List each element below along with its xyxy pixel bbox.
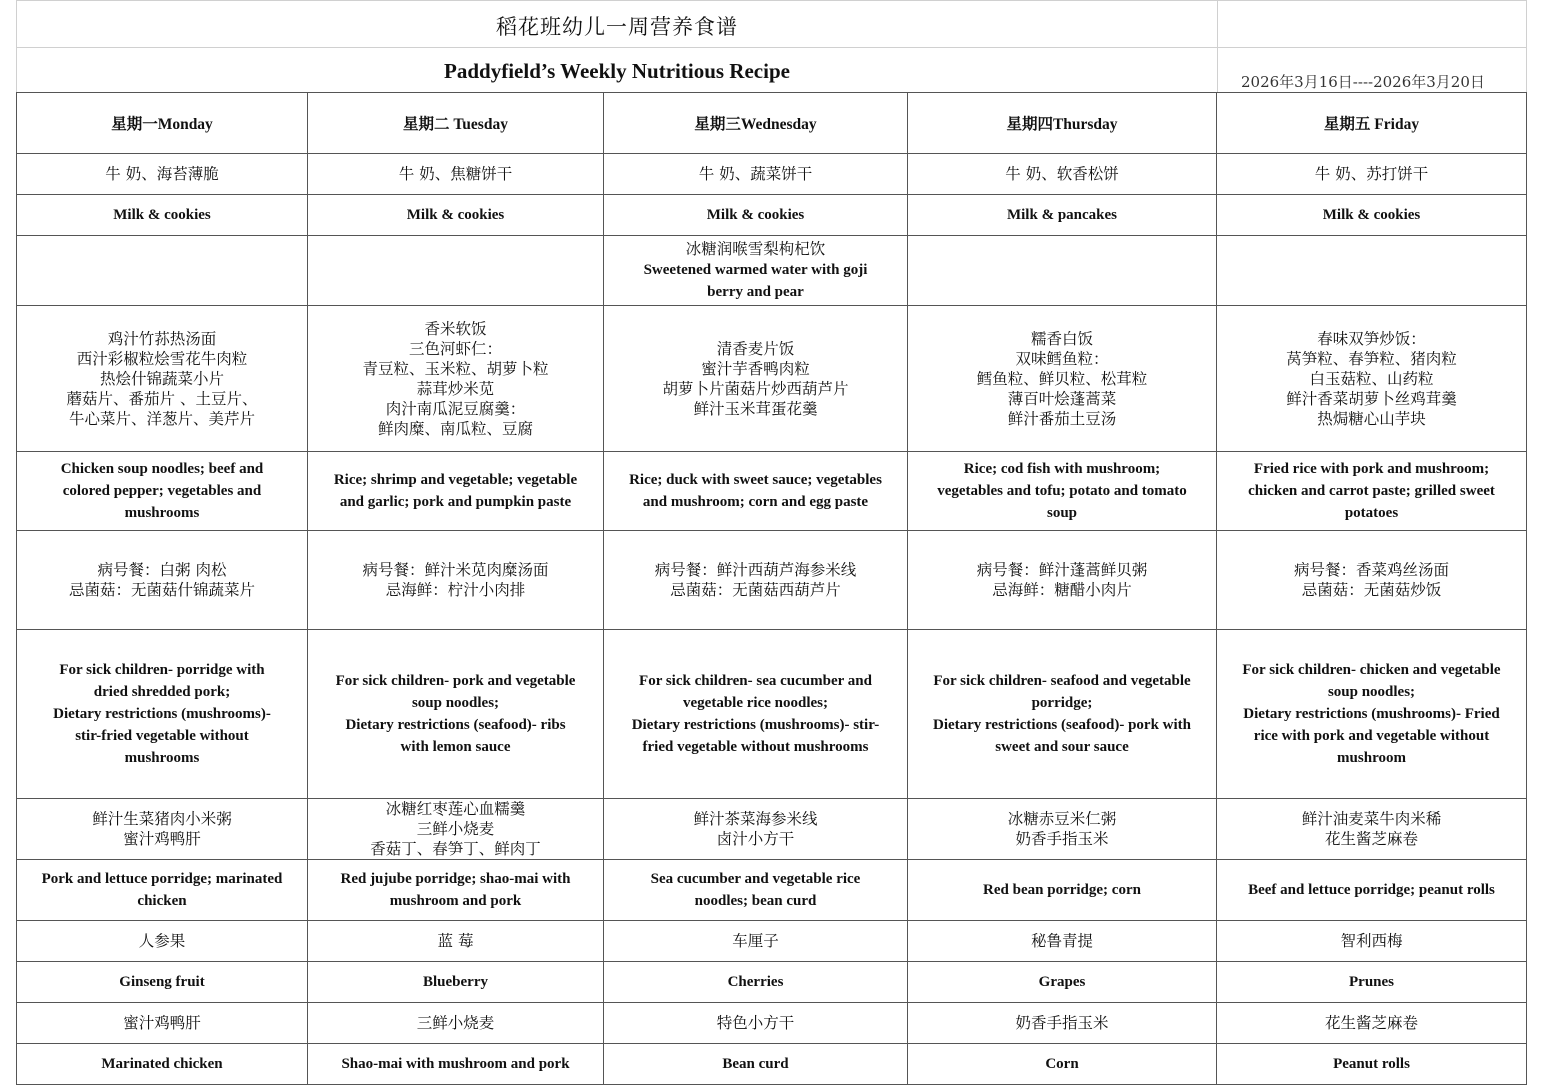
- lunch-cn-row: [17, 306, 1527, 452]
- takeaway-en-cell: Peanut rolls: [1217, 1044, 1527, 1085]
- menu-line: mushroom: [1337, 750, 1406, 766]
- menu-line: vegetables and tofu; potato and tomato: [937, 483, 1187, 499]
- menu-line: 牛心菜片、洋葱片、美芹片: [68, 409, 255, 428]
- menu-line: 忌菌菇：无菌菇炒饭: [1301, 581, 1442, 599]
- fruit-cn-cell: 蓝 莓: [308, 921, 604, 962]
- menu-line: 三鲜小烧麦: [416, 820, 495, 838]
- lunch-cn-cell: [1217, 306, 1527, 452]
- dinner-en-cell: [604, 860, 908, 921]
- dinner-cn-cell: [1217, 799, 1527, 860]
- dinner-cn-cell: [17, 799, 308, 860]
- menu-line: sweet and sour sauce: [995, 739, 1129, 755]
- menu-line: For sick children- sea cucumber and: [639, 673, 872, 689]
- menu-line: 蒜茸炒米苋: [416, 379, 495, 398]
- day-header: 星期四Thursday: [908, 93, 1217, 154]
- menu-line: Fried rice with pork and mushroom;: [1253, 461, 1490, 477]
- fruit-cn-cell: 人参果: [17, 921, 308, 962]
- header-row: [17, 93, 1527, 154]
- takeaway-cn-cell: 奶香手指玉米: [908, 1003, 1217, 1044]
- menu-line: mushrooms: [124, 750, 200, 766]
- fruit-en-cell: Prunes: [1217, 962, 1527, 1003]
- menu-line: 蜜汁鸡鸭肝: [123, 830, 201, 848]
- day-header: 星期二 Tuesday: [308, 93, 604, 154]
- menu-line: 白玉菇粒、山药粒: [1309, 369, 1434, 388]
- lunch-cn-cell: [308, 306, 604, 452]
- drink-row: [17, 236, 1527, 306]
- menu-line: Dietary restrictions (mushrooms)- stir-: [631, 717, 880, 733]
- menu-line: Red jujube porridge; shao-mai with: [340, 871, 571, 887]
- lunch-en-cell: [604, 452, 908, 531]
- menu-line: and garlic; pork and pumpkin paste: [339, 494, 572, 510]
- take-en-row: [17, 1044, 1527, 1085]
- snack-en-cell: Milk & cookies: [308, 195, 604, 236]
- menu-line: Dietary restrictions (mushrooms)-: [53, 706, 271, 722]
- menu-line: 鲜汁生菜猪肉小米粥: [92, 810, 232, 828]
- menu-line: 鲜肉糜、南瓜粒、豆腐: [377, 419, 533, 438]
- menu-line: 双味鳕鱼粒：: [1015, 349, 1109, 368]
- takeaway-en-cell: Shao-mai with mushroom and pork: [308, 1044, 604, 1085]
- menu-line: Beef and lettuce porridge; peanut rolls: [1248, 882, 1495, 898]
- takeaway-cn-cell: 三鲜小烧麦: [308, 1003, 604, 1044]
- menu-line: soup noodles;: [411, 695, 500, 711]
- menu-line: 忌菌菇：无菌菇什锦蔬菜片: [68, 581, 255, 599]
- menu-line: 病号餐：白粥 肉松: [97, 561, 227, 579]
- lunch-en-cell: [17, 452, 308, 531]
- fruit-cn-row: [17, 921, 1527, 962]
- fruit-cn-cell: 智利西梅: [1217, 921, 1527, 962]
- menu-line: Sea cucumber and vegetable rice: [650, 871, 861, 887]
- menu-line: Dietary restrictions (mushrooms)- Fried: [1243, 706, 1500, 722]
- menu-line: Dietary restrictions (seafood)- ribs: [345, 717, 566, 733]
- day-header: 星期一Monday: [17, 93, 308, 154]
- menu-line: colored pepper; vegetables and: [62, 483, 262, 499]
- sick-cn-row: [17, 531, 1527, 630]
- snack-cn-cell: 牛 奶、苏打饼干: [1217, 154, 1527, 195]
- sick-meal-en-cell: [1217, 630, 1527, 799]
- dinner-en-cell: [908, 860, 1217, 921]
- takeaway-en-cell: Corn: [908, 1044, 1217, 1085]
- menu-line: stir-fried vegetable without: [75, 728, 249, 744]
- menu-line: vegetable rice noodles;: [683, 695, 828, 711]
- menu-line: For sick children- chicken and vegetable: [1242, 662, 1501, 678]
- menu-line: 热焗糖心山芋块: [1317, 409, 1426, 428]
- menu-line: 冰糖赤豆米仁粥: [1007, 810, 1117, 828]
- menu-line: 病号餐：鲜汁西葫芦海参米线: [654, 561, 857, 579]
- menu-line: 鳕鱼粒、鲜贝粒、松茸粒: [976, 369, 1148, 388]
- menu-line: 病号餐：鲜汁蓬蒿鲜贝粥: [976, 561, 1148, 579]
- sick-en-row: [17, 630, 1527, 799]
- menu-line: 蜜汁芋香鸭肉粒: [701, 359, 810, 378]
- sick-meal-cn-cell: [908, 531, 1217, 630]
- sick-meal-cn-cell: [17, 531, 308, 630]
- fruit-en-cell: Grapes: [908, 962, 1217, 1003]
- menu-line: Rice; cod fish with mushroom;: [963, 461, 1161, 477]
- drink-cell: [908, 236, 1217, 306]
- sick-meal-cn-cell: [604, 531, 908, 630]
- fruit-en-cell: Cherries: [604, 962, 908, 1003]
- menu-line: Sweetened warmed water with goji: [643, 261, 868, 278]
- menu-line: 卤汁小方干: [716, 830, 795, 848]
- menu-line: 春味双笋炒饭：: [1317, 329, 1426, 348]
- snack-cn-cell: 牛 奶、焦糖饼干: [308, 154, 604, 195]
- sick-meal-cn-cell: [308, 531, 604, 630]
- fruit-en-cell: Blueberry: [308, 962, 604, 1003]
- menu-line: 鲜汁茶菜海参米线: [693, 810, 818, 828]
- menu-line: 香米软饭: [424, 319, 487, 338]
- menu-line: 忌海鲜：糖醋小肉片: [992, 581, 1132, 599]
- snack-cn-cell: 牛 奶、软香松饼: [908, 154, 1217, 195]
- sick-meal-en-cell: [908, 630, 1217, 799]
- menu-line: For sick children- seafood and vegetable: [933, 673, 1191, 689]
- menu-line: with lemon sauce: [400, 739, 511, 755]
- drink-cell: [308, 236, 604, 306]
- menu-line: Rice; shrimp and vegetable; vegetable: [333, 472, 578, 488]
- menu-line: chicken and carrot paste; grilled sweet: [1248, 483, 1495, 499]
- lunch-cn-cell: [17, 306, 308, 452]
- dinner-en-cell: [308, 860, 604, 921]
- lunch-cn-cell: [604, 306, 908, 452]
- drink-cell: [604, 236, 908, 306]
- snack-cn-cell: 牛 奶、蔬菜饼干: [604, 154, 908, 195]
- menu-line: noodles; bean curd: [694, 893, 817, 909]
- takeaway-en-cell: Bean curd: [604, 1044, 908, 1085]
- menu-line: 鲜汁番茄土豆汤: [1007, 409, 1117, 428]
- menu-line: For sick children- pork and vegetable: [335, 673, 576, 689]
- takeaway-cn-cell: 蜜汁鸡鸭肝: [17, 1003, 308, 1044]
- menu-line: dried shredded pork;: [93, 684, 231, 700]
- title-row: [16, 0, 1527, 48]
- menu-line: Red bean porridge; corn: [983, 882, 1141, 898]
- menu-line: and mushroom; corn and egg paste: [642, 494, 869, 510]
- menu-line: 冰糖润喉雪梨枸杞饮: [685, 239, 826, 258]
- sick-meal-en-cell: [308, 630, 604, 799]
- menu-line: 清香麦片饭: [716, 339, 795, 358]
- lunch-en-cell: [908, 452, 1217, 531]
- lunch-cn-cell: [908, 306, 1217, 452]
- lunch-en-cell: [1217, 452, 1527, 531]
- takeaway-en-cell: Marinated chicken: [17, 1044, 308, 1085]
- menu-line: mushroom and pork: [389, 893, 522, 909]
- menu-line: 西汁彩椒粒烩雪花牛肉粒: [76, 349, 248, 368]
- dinner-cn-cell: [604, 799, 908, 860]
- lunch-en-row: [17, 452, 1527, 531]
- sick-meal-cn-cell: [1217, 531, 1527, 630]
- menu-line: Pork and lettuce porridge; marinated: [41, 871, 283, 887]
- menu-line: 三色河虾仁：: [408, 339, 502, 358]
- day-header: 星期三Wednesday: [604, 93, 908, 154]
- fruit-en-row: [17, 962, 1527, 1003]
- drink-cell: [17, 236, 308, 306]
- menu-line: For sick children- porridge with: [59, 662, 265, 678]
- menu-line: soup: [1046, 505, 1078, 521]
- menu-line: chicken: [137, 893, 187, 909]
- menu-line: Chicken soup noodles; beef and: [60, 461, 264, 477]
- menu-line: Dietary restrictions (seafood)- pork with: [932, 717, 1191, 733]
- drink-cell: [1217, 236, 1527, 306]
- menu-line: 薄百叶烩蓬蒿菜: [1007, 389, 1117, 408]
- dinner-en-row: [17, 860, 1527, 921]
- fruit-cn-cell: 秘鲁青提: [908, 921, 1217, 962]
- menu-line: 糯香白饭: [1030, 329, 1093, 348]
- menu-line: 肉汁南瓜泥豆腐羹：: [385, 399, 526, 418]
- menu-line: 病号餐：鲜汁米苋肉糜汤面: [362, 561, 549, 579]
- menu-line: rice with pork and vegetable without: [1253, 728, 1490, 744]
- page-title: 稻花班幼儿一周营养食谱: [496, 15, 738, 39]
- fruit-en-cell: Ginseng fruit: [17, 962, 308, 1003]
- menu-line: 蘑菇片、番茄片 、土豆片、: [66, 389, 258, 408]
- subtitle-row: [16, 47, 1527, 92]
- menu-line: 热烩什锦蔬菜小片: [99, 369, 224, 388]
- menu-line: 莴笋粒、春笋粒、猪肉粒: [1286, 349, 1457, 368]
- menu-line: potatoes: [1344, 505, 1399, 521]
- menu-line: 鲜汁油麦菜牛肉米稀: [1301, 810, 1442, 828]
- menu-line: 香菇丁、春笋丁、鲜肉丁: [370, 840, 541, 858]
- menu-line: 冰糖红枣莲心血糯羹: [385, 800, 526, 818]
- menu-line: fried vegetable without mushrooms: [642, 739, 869, 755]
- sick-meal-en-cell: [17, 630, 308, 799]
- menu-line: 胡萝卜片菌菇片炒西葫芦片: [662, 379, 849, 398]
- sick-meal-en-cell: [604, 630, 908, 799]
- snack-cn-cell: 牛 奶、海苔薄脆: [17, 154, 308, 195]
- menu-line: 忌海鲜：柠汁小肉排: [385, 581, 526, 599]
- menu-line: 鲜汁玉米茸蛋花羹: [693, 399, 818, 418]
- snack-en-cell: Milk & pancakes: [908, 195, 1217, 236]
- menu-line: 鸡汁竹荪热汤面: [107, 329, 217, 348]
- weekly-menu-table: [16, 92, 1527, 1085]
- lunch-en-cell: [308, 452, 604, 531]
- menu-line: 奶香手指玉米: [1015, 830, 1109, 848]
- dinner-cn-cell: [308, 799, 604, 860]
- fruit-cn-cell: 车厘子: [604, 921, 908, 962]
- day-header: 星期五 Friday: [1217, 93, 1527, 154]
- menu-line: mushrooms: [124, 505, 200, 521]
- menu-line: 忌菌菇：无菌菇西葫芦片: [670, 581, 841, 599]
- dinner-cn-row: [17, 799, 1527, 860]
- snack-en-cell: Milk & cookies: [604, 195, 908, 236]
- menu-line: 鲜汁香菜胡萝卜丝鸡茸羹: [1286, 389, 1457, 408]
- takeaway-cn-cell: 特色小方干: [604, 1003, 908, 1044]
- snack-en-row: [17, 195, 1527, 236]
- snack-cn-row: [17, 154, 1527, 195]
- takeaway-cn-cell: 花生酱芝麻卷: [1217, 1003, 1527, 1044]
- page-subtitle: Paddyfield’s Weekly Nutritious Recipe: [444, 59, 790, 83]
- take-cn-row: [17, 1003, 1527, 1044]
- menu-line: Rice; duck with sweet sauce; vegetables: [629, 472, 882, 488]
- menu-line: berry and pear: [707, 283, 804, 300]
- snack-en-cell: Milk & cookies: [17, 195, 308, 236]
- dinner-en-cell: [17, 860, 308, 921]
- menu-line: 病号餐：香菜鸡丝汤面: [1293, 561, 1449, 579]
- date-range: 2026年3月16日----2026年3月20日: [1241, 73, 1485, 91]
- menu-line: soup noodles;: [1327, 684, 1416, 700]
- menu-line: porridge;: [1031, 695, 1093, 711]
- dinner-cn-cell: [908, 799, 1217, 860]
- dinner-en-cell: [1217, 860, 1527, 921]
- menu-line: 花生酱芝麻卷: [1324, 830, 1418, 848]
- snack-en-cell: Milk & cookies: [1217, 195, 1527, 236]
- menu-line: 青豆粒、玉米粒、胡萝卜粒: [362, 359, 549, 378]
